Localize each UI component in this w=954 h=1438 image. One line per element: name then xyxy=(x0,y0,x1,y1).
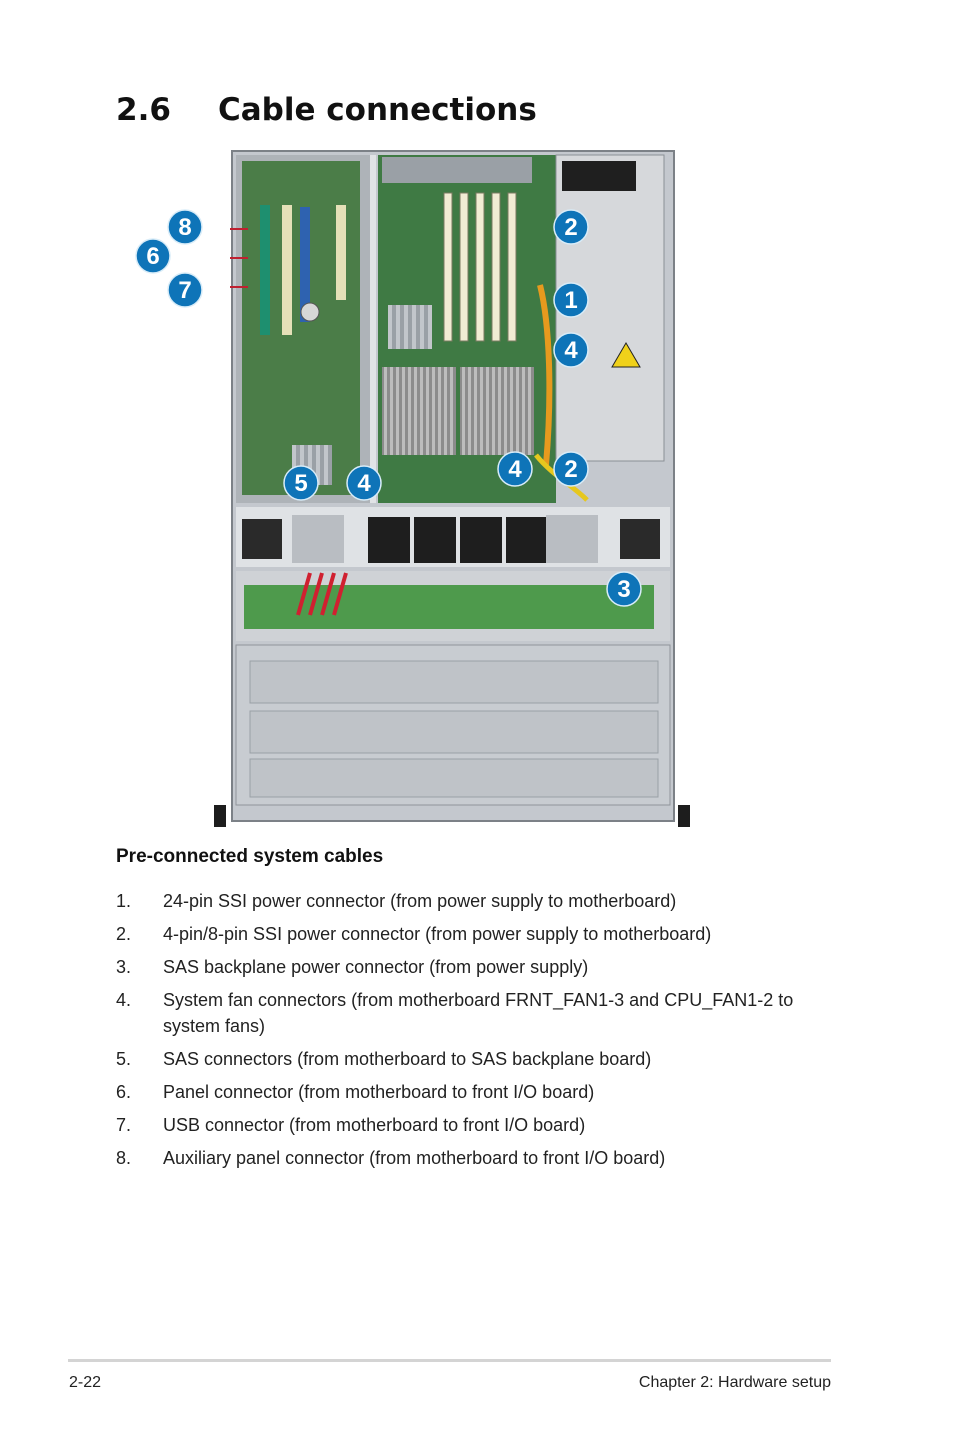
section-title: Cable connections xyxy=(218,92,537,128)
svg-text:3: 3 xyxy=(617,576,631,603)
list-item: 6. Panel connector (from motherboard to front I/O board) xyxy=(116,1082,595,1102)
svg-text:4: 4 xyxy=(508,456,522,483)
page-number: 2-22 xyxy=(69,1374,102,1391)
callout-2-bottom xyxy=(554,452,588,486)
footer-rule xyxy=(68,1359,831,1362)
callout-4-right xyxy=(498,452,532,486)
callout-layer xyxy=(132,145,692,835)
callout-4-left xyxy=(347,466,381,500)
callout-6 xyxy=(136,239,170,273)
callout-8 xyxy=(168,210,202,244)
svg-text:7: 7 xyxy=(178,277,192,304)
cable-list xyxy=(116,888,836,1178)
cables-subheading: Pre-connected system cables xyxy=(116,846,384,867)
svg-text:4: 4 xyxy=(357,470,371,497)
callout-4-psu xyxy=(554,333,588,367)
svg-text:2: 2 xyxy=(564,214,578,241)
server-cable-diagram xyxy=(132,145,692,835)
list-item: 4. System fan connectors (from motherboard FRNT_FAN1-3 and CPU_FAN1-2 to system fans) xyxy=(116,990,794,1036)
callout-7 xyxy=(168,273,202,307)
svg-text:6: 6 xyxy=(146,243,160,270)
callout-2-top xyxy=(554,210,588,244)
svg-text:4: 4 xyxy=(564,337,578,364)
svg-text:2: 2 xyxy=(564,456,578,483)
list-item: 2. 4-pin/8-pin SSI power connector (from power supply to motherboard) xyxy=(116,924,712,944)
chapter-label: Chapter 2: Hardware setup xyxy=(638,1374,831,1391)
callout-1 xyxy=(554,283,588,317)
list-item: 7. USB connector (from motherboard to front I/O board) xyxy=(116,1115,586,1135)
section-number: 2.6 xyxy=(116,92,171,128)
svg-text:1: 1 xyxy=(564,287,578,314)
callout-3 xyxy=(607,572,641,606)
list-item: 3. SAS backplane power connector (from power supply) xyxy=(116,957,589,977)
svg-text:5: 5 xyxy=(294,470,308,497)
callout-5 xyxy=(284,466,318,500)
list-item: 1. 24-pin SSI power connector (from power supply to motherboard) xyxy=(116,891,677,911)
svg-text:8: 8 xyxy=(178,214,192,241)
section-heading xyxy=(116,92,537,128)
list-item: 5. SAS connectors (from motherboard to SAS backplane board) xyxy=(116,1049,652,1069)
list-item: 8. Auxiliary panel connector (from motherboard to front I/O board) xyxy=(116,1148,666,1168)
